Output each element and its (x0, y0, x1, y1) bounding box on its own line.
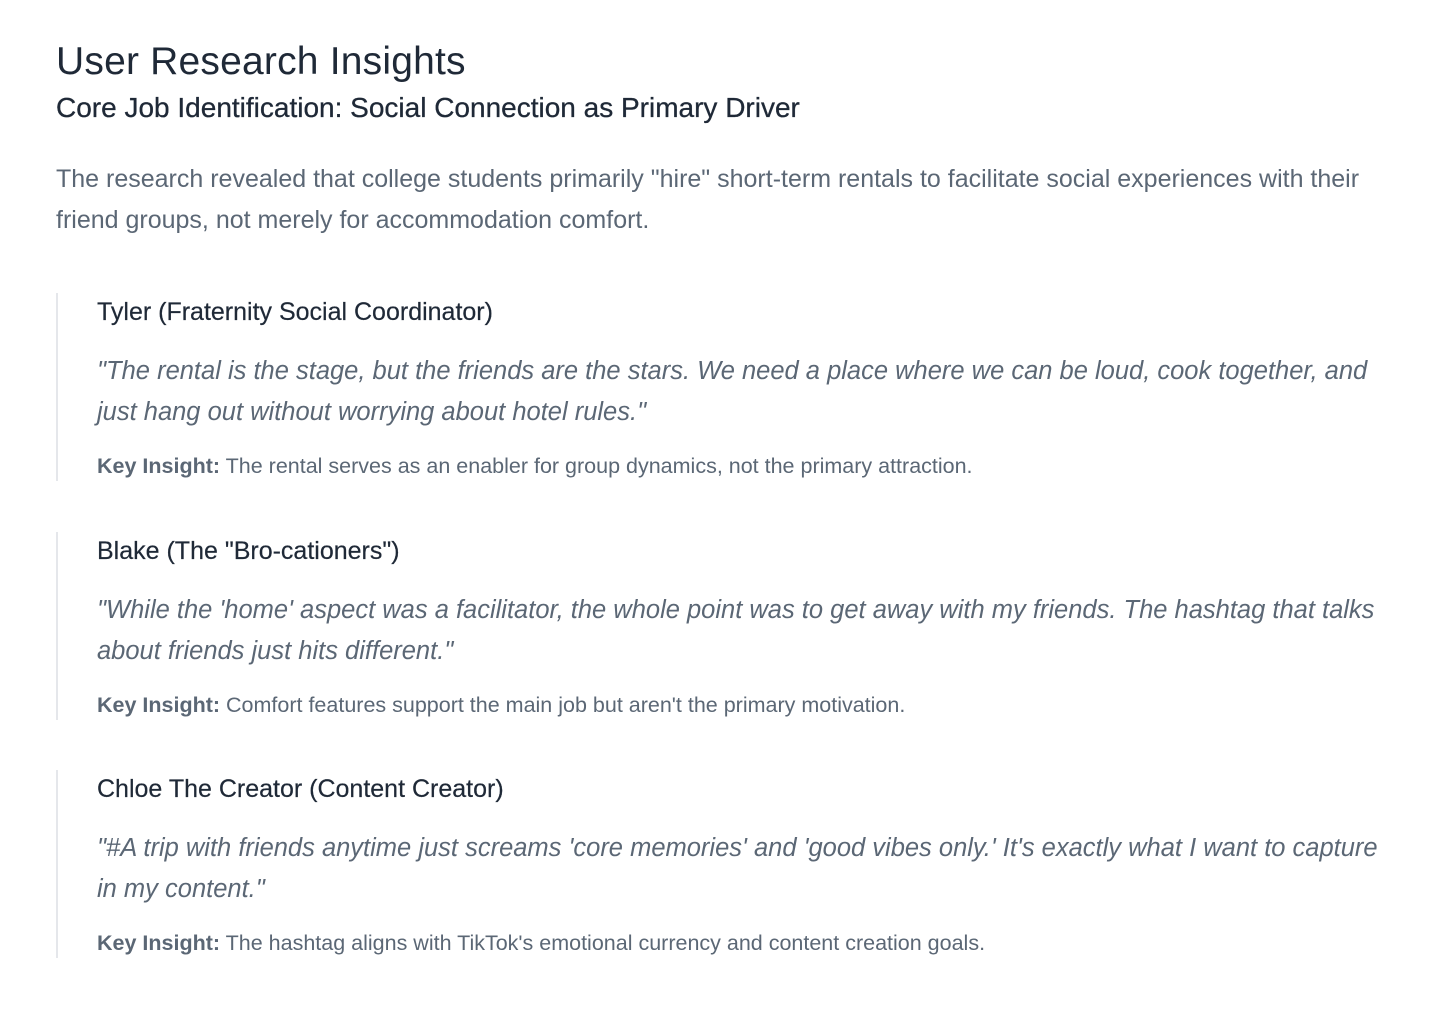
page-subtitle: Core Job Identification: Social Connection as Primary Driver (56, 92, 800, 123)
persona-insight (97, 690, 1400, 720)
persona-block-chloe (56, 770, 1400, 958)
persona-quote: "#A trip with friends anytime just screams 'core memories' and 'good vibes only.' It's exactly what I want to capture in my content." (97, 834, 1378, 903)
insight-label: Key Insight: (97, 693, 221, 717)
persona-insight (97, 928, 1400, 958)
insight-text: The rental serves as an enabler for group dynamics, not the primary attraction. (225, 454, 973, 478)
insight-text: Comfort features support the main job but aren't the primary motivation. (226, 693, 906, 717)
persona-name: Chloe The Creator (Content Creator) (97, 775, 504, 803)
insight-text: The hashtag aligns with TikTok's emotional currency and content creation goals. (225, 931, 986, 955)
page-title: User Research Insights (56, 40, 466, 83)
persona-name: Blake (The "Bro-cationers") (97, 537, 400, 565)
persona-block-tyler (56, 293, 1400, 481)
insight-label: Key Insight: (97, 931, 221, 955)
intro-paragraph: The research revealed that college students primarily "hire" short-term rentals to facilitate social experiences with their friend groups, not merely for accommodation comfort. (56, 165, 1360, 234)
persona-insight (97, 451, 1400, 481)
persona-name: Tyler (Fraternity Social Coordinator) (97, 298, 493, 326)
persona-quote: "The rental is the stage, but the friends are the stars. We need a place where we can be loud, cook together, and just hang out without worrying about hotel rules." (97, 357, 1368, 426)
persona-block-blake (56, 532, 1400, 720)
insight-label: Key Insight: (97, 454, 221, 478)
persona-quote: "While the 'home' aspect was a facilitator, the whole point was to get away with my friends. The hashtag that talks about friends just hits different." (97, 596, 1375, 665)
